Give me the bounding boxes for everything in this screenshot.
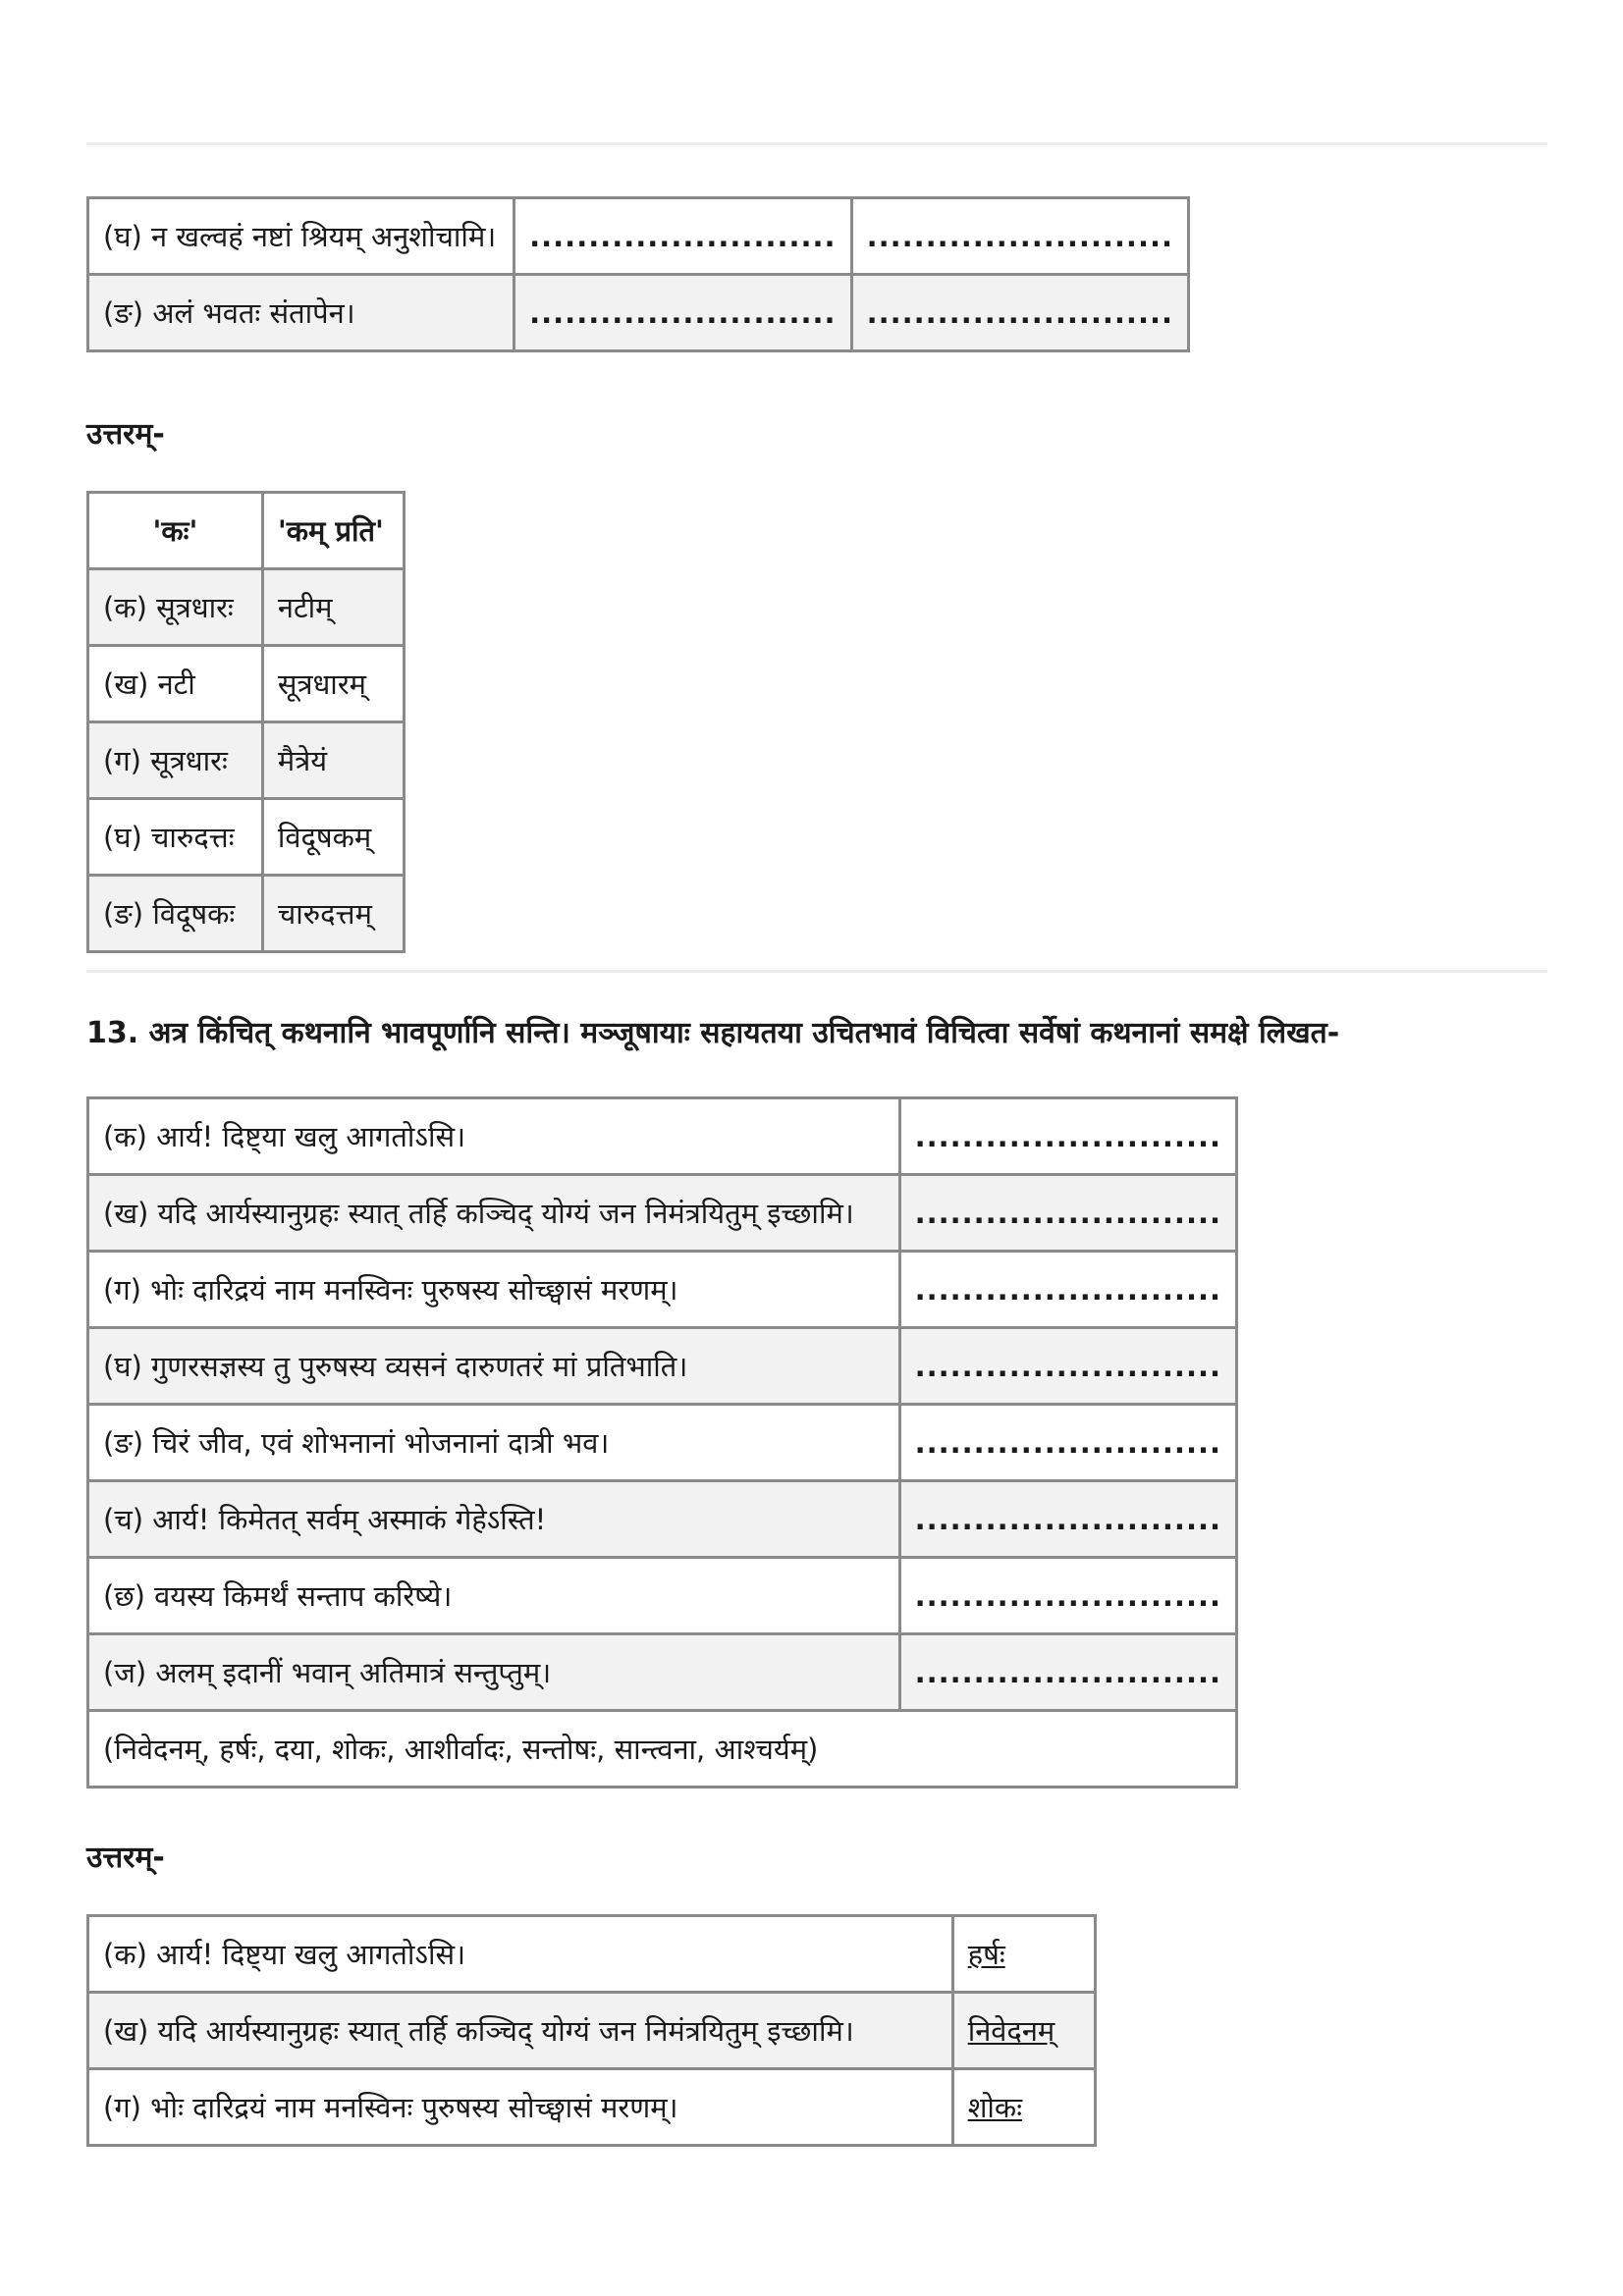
table-row bbox=[88, 275, 1189, 351]
table-cell: (ख) नटी bbox=[88, 646, 263, 722]
word-box: (निवेदनम्, हर्षः, दया, शोकः, आशीर्वादः, सन्तोषः, सान्त्वना, आश्चर्यम्) bbox=[88, 1711, 1237, 1788]
table-row bbox=[88, 1634, 1237, 1711]
table-row bbox=[88, 1098, 1237, 1175]
table-cell: मैत्रेयं bbox=[262, 722, 404, 799]
row-text: (घ) न खल्वहं नष्टां श्रियम् अनुशोचामि। bbox=[88, 198, 514, 275]
section-divider bbox=[86, 970, 1547, 973]
table-row bbox=[88, 722, 405, 799]
blank-field: .......................... bbox=[899, 1252, 1236, 1328]
table-row bbox=[88, 2069, 1096, 2146]
row-text: (ख) यदि आर्यस्यानुग्रहः स्यात् तर्हि कञ्चिद् योग्यं जन निमंत्रयितुम् इच्छामि। bbox=[88, 1175, 900, 1252]
table-cell: (ङ) विदूषकः bbox=[88, 876, 263, 952]
blank-field: .......................... bbox=[899, 1481, 1236, 1558]
answer-table-emotion bbox=[86, 1914, 1097, 2147]
table-row bbox=[88, 1175, 1237, 1252]
table-row bbox=[88, 646, 405, 722]
blank-field: .......................... bbox=[851, 198, 1188, 275]
table-row bbox=[88, 198, 1189, 275]
row-text: (च) आर्य! किमेतत् सर्वम् अस्माकं गेहेऽस्ति! bbox=[88, 1481, 900, 1558]
question-13: 13. अत्र किंचित् कथनानि भावपूर्णानि सन्ति। मञ्जूषायाः सहायतया उचितभावं विचित्वा सर्वेषां कथनानां समक्षे लिखत- bbox=[86, 1016, 1340, 1050]
table-header-row bbox=[88, 493, 405, 569]
row-text: (ग) भोः दारिद्रयं नाम मनस्विनः पुरुषस्य सोच्छ्वासं मरणम्। bbox=[88, 2069, 953, 2146]
table-cell: (क) सूत्रधारः bbox=[88, 569, 263, 646]
answer-table-speaker bbox=[86, 491, 406, 953]
table-cell: नटीम् bbox=[262, 569, 404, 646]
column-header: 'कः' bbox=[88, 493, 263, 569]
table-row bbox=[88, 1916, 1096, 1993]
row-text: (ज) अलम् इदानीं भवान् अतिमात्रं सन्तुप्तुम्। bbox=[88, 1634, 900, 1711]
answer-value: हर्षः bbox=[952, 1916, 1095, 1993]
blank-field: .......................... bbox=[899, 1405, 1236, 1481]
row-text: (ङ) चिरं जीव, एवं शोभनानां भोजनानां दात्री भव। bbox=[88, 1405, 900, 1481]
row-text: (क) आर्य! दिष्ट्या खलु आगतोऽसि। bbox=[88, 1098, 900, 1175]
top-divider bbox=[86, 142, 1547, 145]
table-cell: (घ) चारुदत्तः bbox=[88, 799, 263, 876]
blank-field: .......................... bbox=[899, 1328, 1236, 1405]
row-text: (घ) गुणरसज्ञस्य तु पुरुषस्य व्यसनं दारुणतरं मां प्रतिभाति। bbox=[88, 1328, 900, 1405]
blank-field: .......................... bbox=[899, 1634, 1236, 1711]
question-table bbox=[86, 1096, 1238, 1789]
row-text: (ख) यदि आर्यस्यानुग्रहः स्यात् तर्हि कञ्चिद् योग्यं जन निमंत्रयितुम् इच्छामि। bbox=[88, 1993, 953, 2069]
word-box-row bbox=[88, 1711, 1237, 1788]
table-row bbox=[88, 1481, 1237, 1558]
table-cell: चारुदत्तम् bbox=[262, 876, 404, 952]
answer-label: उत्तरम्- bbox=[86, 1841, 165, 1875]
table-row bbox=[88, 569, 405, 646]
row-text: (ग) भोः दारिद्रयं नाम मनस्विनः पुरुषस्य सोच्छ्वासं मरणम्। bbox=[88, 1252, 900, 1328]
blank-field: .......................... bbox=[899, 1175, 1236, 1252]
blank-field: .......................... bbox=[899, 1558, 1236, 1634]
answer-label: उत्तरम्- bbox=[86, 417, 165, 452]
table-row bbox=[88, 799, 405, 876]
row-text: (छ) वयस्य किमर्थं सन्ताप करिष्ये। bbox=[88, 1558, 900, 1634]
row-text: (क) आर्य! दिष्ट्या खलु आगतोऽसि। bbox=[88, 1916, 953, 1993]
table-row bbox=[88, 1405, 1237, 1481]
answer-value: शोकः bbox=[952, 2069, 1095, 2146]
table-row bbox=[88, 1558, 1237, 1634]
table-cell: सूत्रधारम् bbox=[262, 646, 404, 722]
answer-value: निवेदनम् bbox=[952, 1993, 1095, 2069]
table-cell: विदूषकम् bbox=[262, 799, 404, 876]
table-row bbox=[88, 1993, 1096, 2069]
blank-field: .......................... bbox=[514, 275, 851, 351]
blank-field: .......................... bbox=[514, 198, 851, 275]
column-header: 'कम् प्रति' bbox=[262, 493, 404, 569]
blank-field: .......................... bbox=[899, 1098, 1236, 1175]
table-cell: (ग) सूत्रधारः bbox=[88, 722, 263, 799]
blank-field: .......................... bbox=[851, 275, 1188, 351]
row-text: (ङ) अलं भवतः संतापेन। bbox=[88, 275, 514, 351]
table-row bbox=[88, 1328, 1237, 1405]
top-exercise-table bbox=[86, 196, 1190, 352]
table-row bbox=[88, 1252, 1237, 1328]
table-row bbox=[88, 876, 405, 952]
